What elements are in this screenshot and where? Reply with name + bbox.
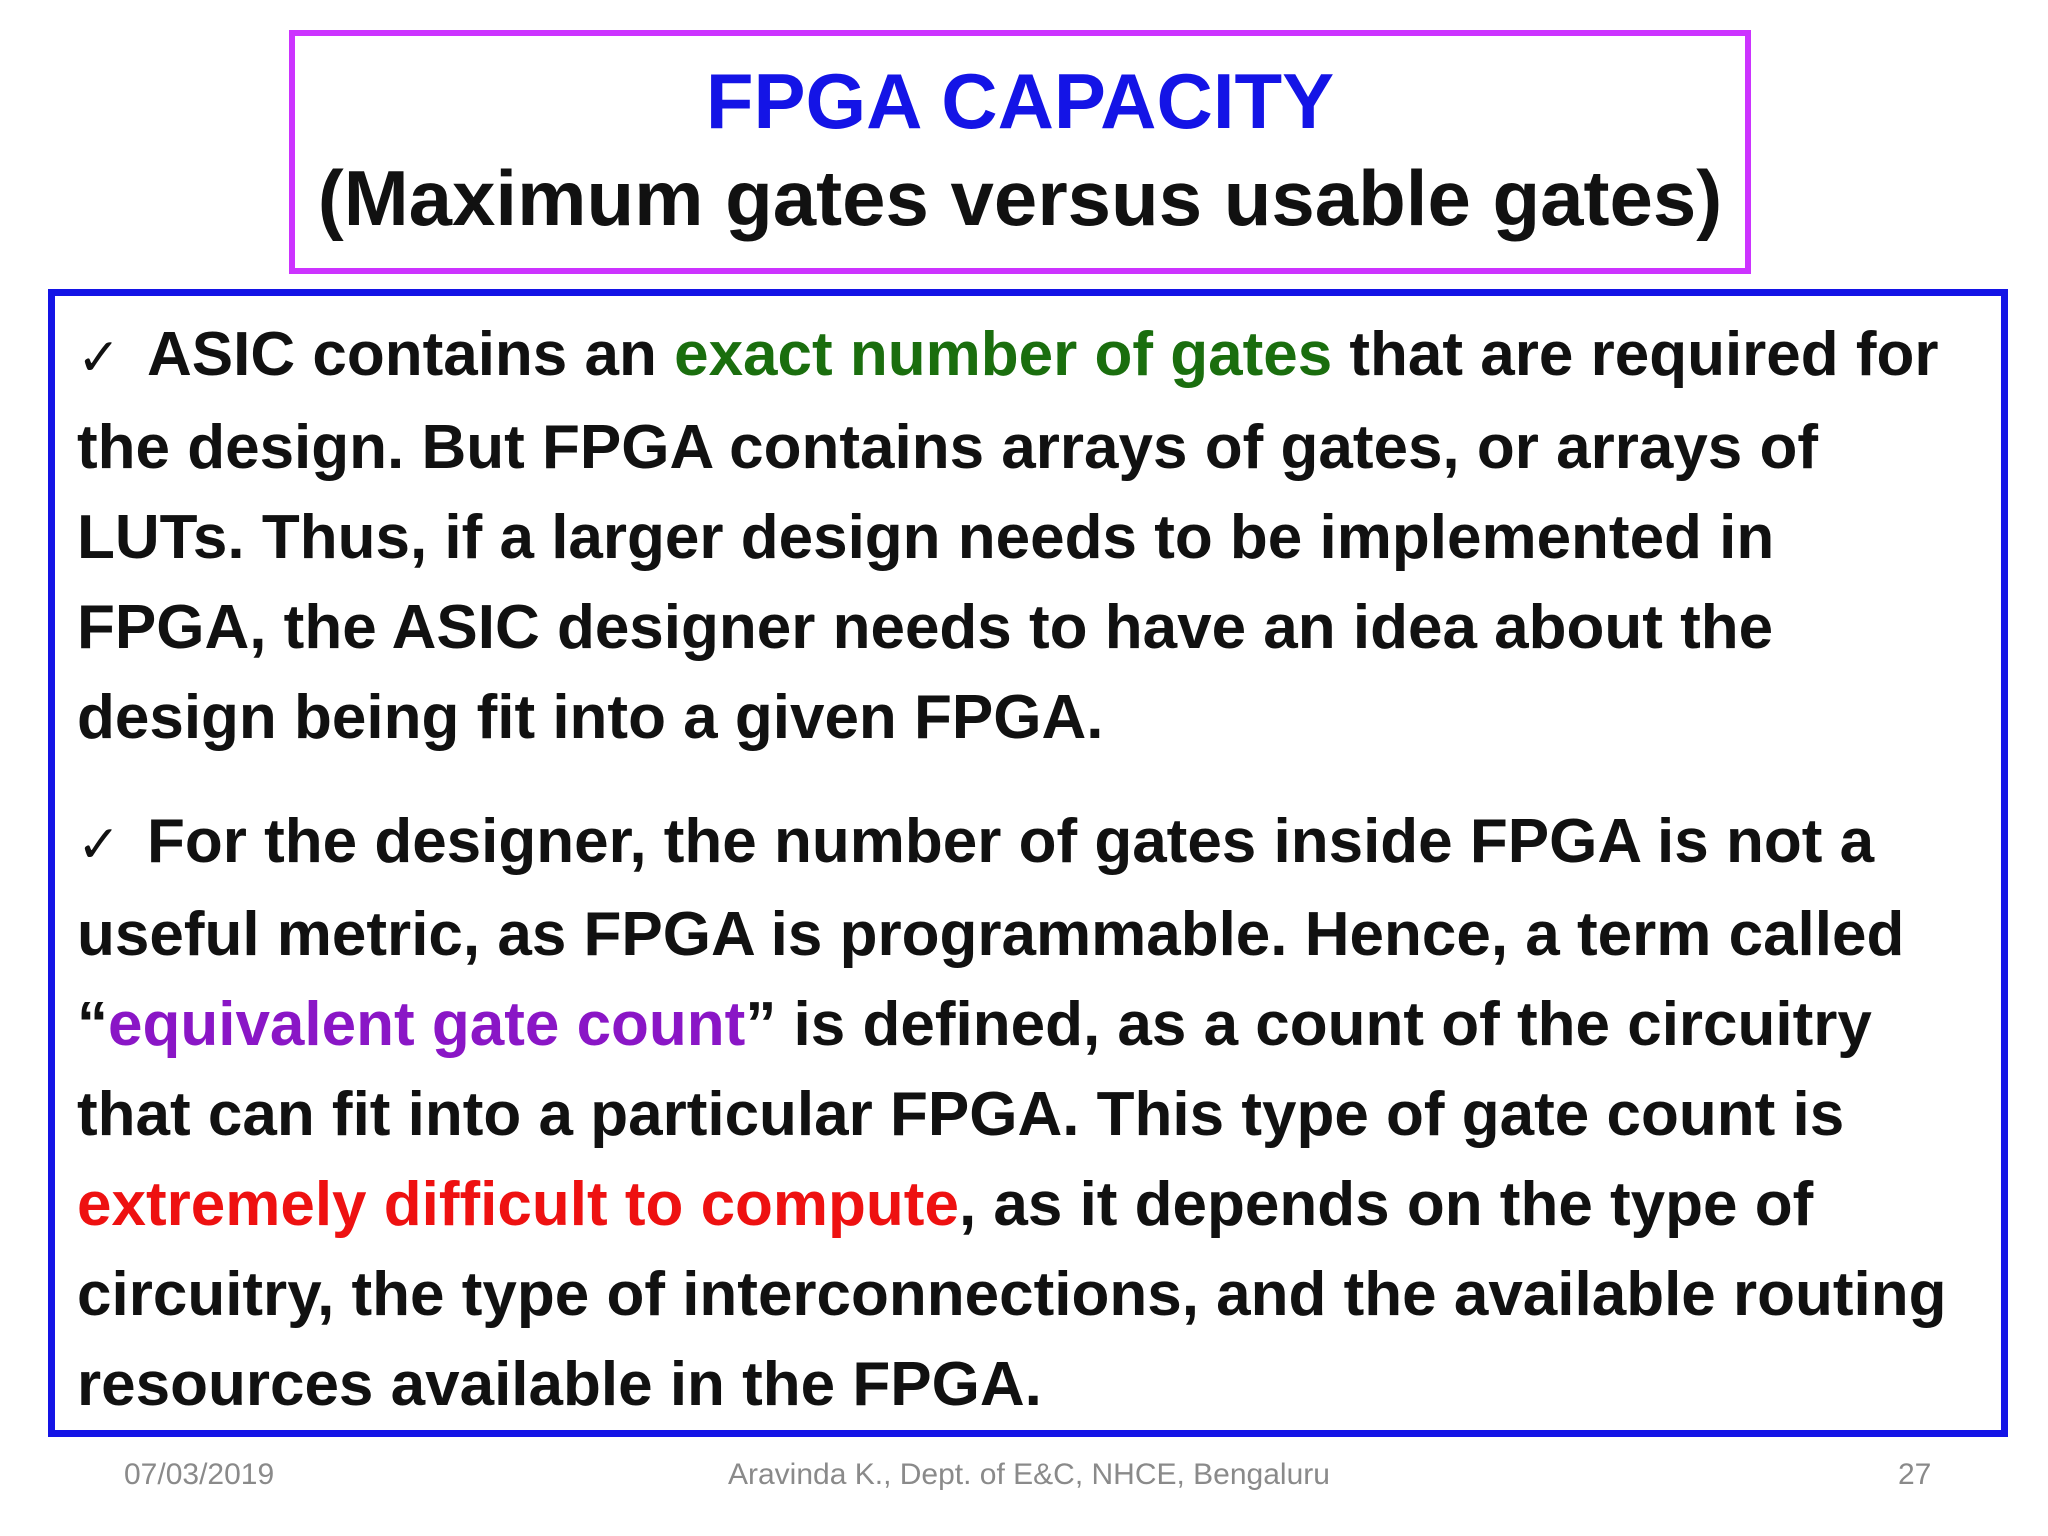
check-icon: ✓ bbox=[77, 328, 121, 388]
highlight-green: exact number of gates bbox=[674, 320, 1333, 389]
bullet-gate-count bbox=[77, 797, 1971, 1430]
title-box bbox=[289, 30, 1751, 274]
bullet-text: ” is defined, as a count of the circuitry that can fit into a particular FPGA. This type of gate count is bbox=[77, 990, 1872, 1149]
bullet-asic bbox=[77, 310, 1971, 763]
bullet-text: ASIC contains an bbox=[147, 320, 675, 389]
page-number: 27 bbox=[1898, 1458, 1932, 1491]
bullet-text: that are required for the design. But FPGA contains arrays of gates, or arrays of LUTs. Thus, if a larger design needs to be implemented in FPGA, the ASIC designer needs to have an idea about the design being fit into a given FPGA. bbox=[77, 320, 1939, 752]
footer-author: Aravinda K., Dept. of E&C, NHCE, Bengaluru bbox=[728, 1458, 1330, 1491]
slide-subtitle: (Maximum gates versus usable gates) bbox=[317, 154, 1723, 242]
bullet-text: , as it depends on the type of circuitry, the type of interconnections, and the available routing resources available in the FPGA. bbox=[77, 1170, 1947, 1419]
slide-title: FPGA CAPACITY bbox=[705, 57, 1335, 145]
check-icon: ✓ bbox=[77, 815, 121, 875]
footer-date: 07/03/2019 bbox=[124, 1458, 275, 1491]
content-box bbox=[48, 289, 2008, 1437]
highlight-purple: equivalent gate count bbox=[108, 990, 746, 1059]
bullet-text: For the designer, the number of gates inside FPGA is not a useful metric, as FPGA is programmable. Hence, a term called “ bbox=[77, 807, 1905, 1059]
highlight-red: extremely difficult to compute bbox=[77, 1170, 959, 1239]
